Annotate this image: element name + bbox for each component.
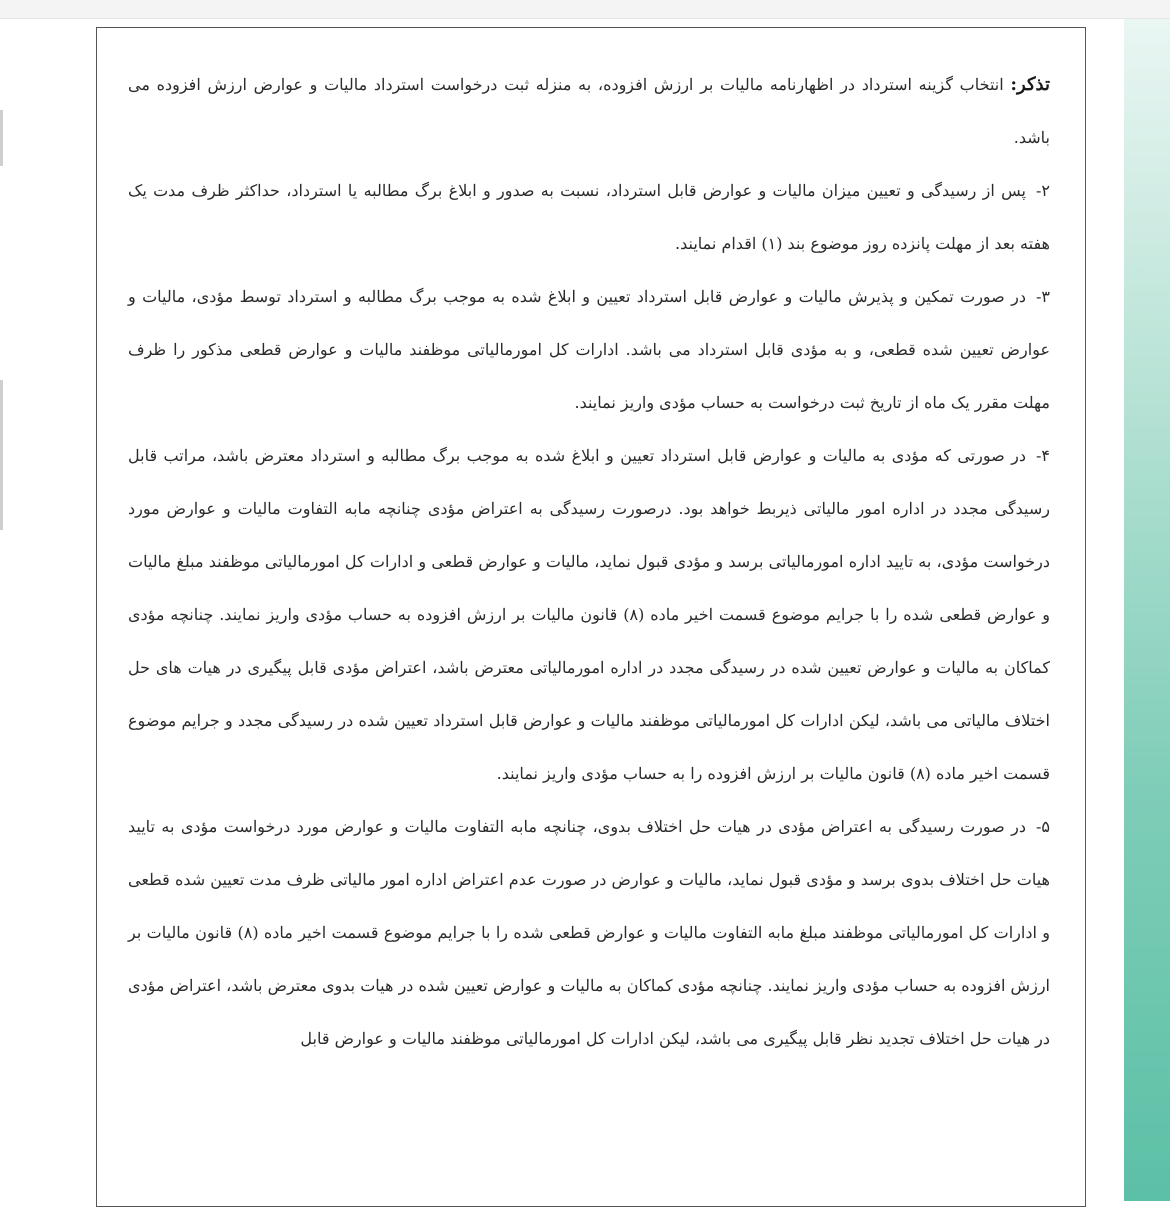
- clause-number: ۴-: [1036, 446, 1050, 465]
- note-text: انتخاب گزینه استرداد در اظهارنامه مالیات بر ارزش افزوده، به منزله ثبت درخواست استرداد مالیات و عوارض ارزش افزوده می باشد.: [128, 75, 1050, 147]
- clause-number: ۵-: [1036, 817, 1050, 836]
- note-paragraph: [128, 58, 1050, 164]
- left-edge-mark: [0, 380, 3, 530]
- clause-2: [128, 164, 1050, 270]
- note-label: تذکر:: [1010, 74, 1050, 95]
- clause-text: در صورت رسیدگی به اعتراض مؤدی در هیات حل اختلاف بدوی، چنانچه مابه التفاوت مالیات و عوارض مورد درخواست مؤدی به تایید هیات حل اختلاف بدوی برسد و مؤدی قبول نماید، مالیات و عوارض در صورت عدم اعتراض اداره امور مالیاتی ظرف مدت تعیین شده قطعی و ادارات کل امورمالیاتی موظفند مبلغ مابه التفاوت مالیات و عوارض قطعی شده را با جرایم موضوع قسمت اخیر ماده (۸) قانون مالیات بر ارزش افزوده به حساب مؤدی واریز نمایند. چنانچه مؤدی کماکان به مالیات و عوارض تعیین شده در هیات بدوی معترض باشد، اعتراض مؤدی در هیات حل اختلاف تجدید نظر قابل پیگیری می باشد، لیکن ادارات کل امورمالیاتی موظفند مالیات و عوارض قابل: [128, 817, 1050, 1048]
- clause-text: در صورت تمکین و پذیرش مالیات و عوارض قابل استرداد تعیین و ابلاغ شده به موجب برگ مطالبه و استرداد توسط مؤدی، مالیات و عوارض تعیین شده قطعی، و به مؤدی قابل استرداد می باشد. ادارات کل امورمالیاتی موظفند مالیات و عوارض قطعی مذکور را ظرف مهلت مقرر یک ماه از تاریخ ثبت درخواست به حساب مؤدی واریز نمایند.: [128, 287, 1051, 412]
- clause-text: در صورتی که مؤدی به مالیات و عوارض قابل استرداد تعیین و ابلاغ شده به موجب برگ مطالبه و استرداد معترض باشد، مراتب قابل رسیدگی مجدد در اداره امور مالیاتی ذیربط خواهد بود. درصورت رسیدگی به اعتراض مؤدی چنانچه مابه التفاوت مالیات و عوارض مورد درخواست مؤدی، به تایید اداره امورمالیاتی برسد و مؤدی قبول نماید، مالیات و عوارض قطعی و ادارات کل امورمالیاتی موظفند مبلغ مالیات و عوارض قطعی شده را با جرایم موضوع قسمت اخیر ماده (۸) قانون مالیات بر ارزش افزوده به حساب مؤدی واریز نمایند. چنانچه مؤدی کماکان به مالیات و عوارض تعیین شده در رسیدگی مجدد در اداره امورمالیاتی معترض باشد، اعتراض مؤدی قابل پیگیری در هیات های حل اختلاف مالیاتی می باشد، لیکن ادارات کل امورمالیاتی موظفند مالیات و عوارض قابل استرداد تعیین شده در رسیدگی مجدد و جرایم موضوع قسمت اخیر ماده (۸) قانون مالیات بر ارزش افزوده را به حساب مؤدی واریز نمایند.: [128, 446, 1051, 783]
- document-body: [128, 58, 1050, 1065]
- clause-number: ۳-: [1036, 287, 1050, 306]
- clause-text: پس از رسیدگی و تعیین میزان مالیات و عوارض قابل استرداد، نسبت به صدور و ابلاغ برگ مطالبه یا استرداد، حداکثر ظرف مدت یک هفته بعد از مهلت پانزده روز موضوع بند (۱) اقدام نمایند.: [128, 181, 1050, 253]
- top-bar: [0, 0, 1170, 19]
- clause-4: [128, 429, 1050, 800]
- left-edge-mark: [0, 110, 3, 166]
- clause-number: ۲-: [1036, 181, 1050, 200]
- side-gradient-panel: [1124, 19, 1170, 1201]
- clause-5: [128, 800, 1050, 1065]
- clause-3: [128, 270, 1050, 429]
